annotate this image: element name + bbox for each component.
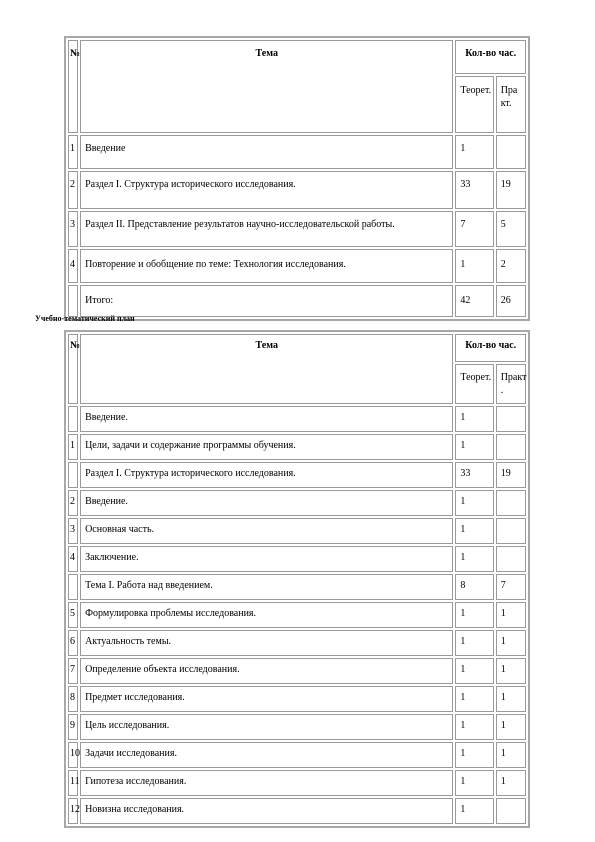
row-practice-hours: 1: [496, 714, 526, 740]
row-practice-hours: [496, 546, 526, 572]
row-theme: Повторение и обобщение по теме: Технология исследования.: [80, 249, 453, 283]
row-practice-hours: [496, 406, 526, 432]
row-theory-hours: 1: [455, 602, 493, 628]
thematic-plan-detail-table: [64, 330, 530, 828]
row-theme: Введение.: [80, 490, 453, 516]
theme-column-header: Тема: [80, 334, 453, 404]
row-theme: Введение: [80, 135, 453, 169]
row-theme: Определение объекта исследования.: [80, 658, 453, 684]
row-number: 12: [68, 798, 78, 824]
row-theme: Раздел I. Структура исторического исследования.: [80, 171, 453, 209]
theory-column-header: Теорет.: [455, 76, 493, 133]
row-practice-hours: 19: [496, 462, 526, 488]
row-number: 10: [68, 742, 78, 768]
table-row: [68, 742, 526, 768]
row-theory-hours: 1: [455, 518, 493, 544]
table-row: [68, 546, 526, 572]
row-theme: Новизна исследования.: [80, 798, 453, 824]
hours-column-header: Кол-во час.: [455, 334, 526, 362]
practice-column-header: Пра кт.: [496, 76, 526, 133]
row-practice-hours: 19: [496, 171, 526, 209]
thematic-plan-summary-table: [64, 36, 530, 321]
row-number: [68, 285, 78, 317]
row-number: 1: [68, 135, 78, 169]
hours-column-header: Кол-во час.: [455, 40, 526, 74]
table-row: [68, 490, 526, 516]
table-row: [68, 518, 526, 544]
row-number: 8: [68, 686, 78, 712]
row-practice-hours: 1: [496, 658, 526, 684]
row-theory-hours: 1: [455, 135, 493, 169]
row-theory-hours: 1: [455, 406, 493, 432]
row-theme: Формулировка проблемы исследования.: [80, 602, 453, 628]
theory-column-header: Теорет.: [455, 364, 493, 404]
row-theme: Раздел II. Представление результатов научно-исследовательской работы.: [80, 211, 453, 247]
row-number: 9: [68, 714, 78, 740]
row-number: 6: [68, 630, 78, 656]
total-row: [68, 285, 526, 317]
row-practice-hours: [496, 518, 526, 544]
row-number: [68, 574, 78, 600]
row-practice-hours: 5: [496, 211, 526, 247]
table-header-row: [68, 334, 526, 362]
table-row: [68, 714, 526, 740]
row-number: 2: [68, 171, 78, 209]
table-row: [68, 574, 526, 600]
row-number: 4: [68, 249, 78, 283]
row-theory-hours: 1: [455, 546, 493, 572]
row-practice-hours: 26: [496, 285, 526, 317]
table-row: [68, 770, 526, 796]
table-row: [68, 406, 526, 432]
row-practice-hours: [496, 798, 526, 824]
row-practice-hours: 1: [496, 742, 526, 768]
table-row: [68, 658, 526, 684]
row-theory-hours: 42: [455, 285, 493, 317]
row-theory-hours: 1: [455, 630, 493, 656]
table-row: [68, 135, 526, 169]
row-theme: Заключение.: [80, 546, 453, 572]
row-theory-hours: 1: [455, 798, 493, 824]
table-row: [68, 602, 526, 628]
row-practice-hours: [496, 135, 526, 169]
row-theme: Цель исследования.: [80, 714, 453, 740]
row-theory-hours: 1: [455, 742, 493, 768]
table-row: [68, 249, 526, 283]
row-number: 7: [68, 658, 78, 684]
row-theory-hours: 1: [455, 249, 493, 283]
row-number: 11: [68, 770, 78, 796]
table-row: [68, 211, 526, 247]
row-practice-hours: [496, 490, 526, 516]
row-practice-hours: 7: [496, 574, 526, 600]
row-theme: Задачи исследования.: [80, 742, 453, 768]
row-theory-hours: 1: [455, 490, 493, 516]
row-number: 3: [68, 211, 78, 247]
row-theory-hours: 1: [455, 686, 493, 712]
row-theory-hours: 8: [455, 574, 493, 600]
row-practice-hours: 1: [496, 630, 526, 656]
row-theme: Гипотеза исследования.: [80, 770, 453, 796]
row-theme: Раздел I. Структура исторического исследования.: [80, 462, 453, 488]
row-number: 4: [68, 546, 78, 572]
number-column-header: №: [68, 40, 78, 133]
row-practice-hours: 1: [496, 602, 526, 628]
theme-column-header: Тема: [80, 40, 453, 133]
row-theory-hours: 33: [455, 462, 493, 488]
table-header-row: [68, 40, 526, 74]
row-practice-hours: [496, 434, 526, 460]
row-theme: Актуальность темы.: [80, 630, 453, 656]
row-theme: Цели, задачи и содержание программы обучения.: [80, 434, 453, 460]
row-number: 1: [68, 434, 78, 460]
table-row: [68, 630, 526, 656]
row-theory-hours: 1: [455, 770, 493, 796]
table-row: [68, 434, 526, 460]
row-number: 5: [68, 602, 78, 628]
row-theme: Основная часть.: [80, 518, 453, 544]
table-row: [68, 686, 526, 712]
row-theme: Предмет исследования.: [80, 686, 453, 712]
row-practice-hours: 1: [496, 686, 526, 712]
row-theory-hours: 7: [455, 211, 493, 247]
row-theory-hours: 33: [455, 171, 493, 209]
number-column-header: №: [68, 334, 78, 404]
row-number: 2: [68, 490, 78, 516]
row-number: [68, 462, 78, 488]
practice-column-header: Практ .: [496, 364, 526, 404]
row-number: [68, 406, 78, 432]
table-row: [68, 462, 526, 488]
table-row: [68, 798, 526, 824]
row-theme: Введение.: [80, 406, 453, 432]
row-theme: Тема I. Работа над введением.: [80, 574, 453, 600]
table-row: [68, 171, 526, 209]
plan-caption: Учебно-тематический план: [35, 314, 135, 323]
row-theory-hours: 1: [455, 714, 493, 740]
row-theory-hours: 1: [455, 434, 493, 460]
row-theme: Итого:: [80, 285, 453, 317]
row-practice-hours: 2: [496, 249, 526, 283]
row-theory-hours: 1: [455, 658, 493, 684]
row-number: 3: [68, 518, 78, 544]
row-practice-hours: 1: [496, 770, 526, 796]
